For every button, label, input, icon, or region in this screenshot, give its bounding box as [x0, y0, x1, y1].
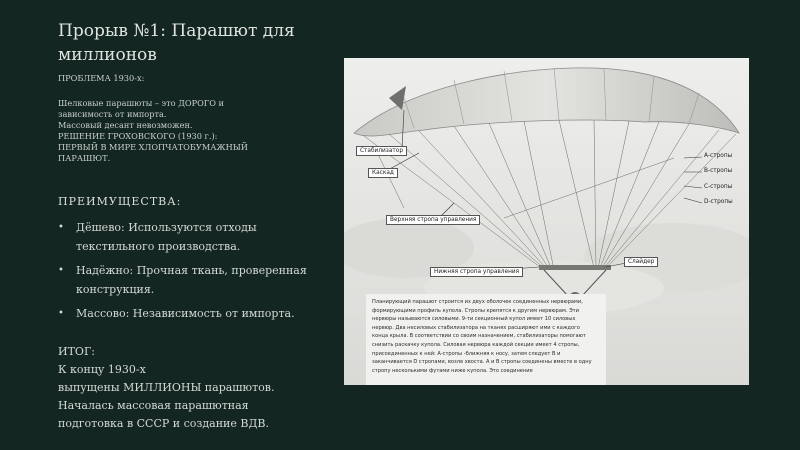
problem-heading: ПРОБЛЕМА 1930-х:	[58, 73, 145, 83]
diagram-caption: Планирующий парашют строится из двух оболочек соединенных нервюрами, формирующими профиль купола. Стропы крепятся к другим нервюрам. Эти нервюры называются силовыми. 9-ти секционный купол имеет 10 силовых нервюр. Два несиловых стабилизатора на тканях расширяют ими с каждого конца крыла. В соответствии со своим назначением, стабилизаторы помогают снизить раскачку купола. Силовая нервюра каждой секции имеет 4 стропы, присоединенных к ней: А-стропы -ближняя к носу, затем следует В и заканчивается D стропами, возле хвоста. А и В стропы соединены вместе в одну стропу несколькими футами ниже купола. Это соединение	[372, 299, 592, 374]
advantage-text: Надёжно: Прочная ткань, проверенная конструкция.	[76, 264, 307, 296]
result-line: К концу 1930-х	[58, 363, 146, 376]
result-line: подготовка в СССР и создание ВДВ.	[58, 417, 269, 430]
problem-line: зависимость от импорта.	[58, 109, 167, 119]
bullet-icon: •	[58, 265, 64, 276]
result-line: выпущены МИЛЛИОНЫ парашютов.	[58, 381, 275, 394]
problem-line: ПАРАШЮТ.	[58, 153, 111, 163]
label-slider: Слайдер	[624, 257, 658, 267]
parachute-diagram-image	[344, 58, 749, 385]
label-upper-control-line: Верхняя стропа управления	[386, 215, 480, 225]
label-stabilizer: Стабилизатор	[356, 146, 407, 156]
bullet-icon: •	[58, 308, 64, 319]
slide-title	[58, 19, 328, 67]
problem-line: Массовый десант невозможен.	[58, 120, 193, 130]
advantages-list	[58, 218, 318, 328]
title-line-2: миллионов	[58, 45, 157, 66]
problem-line: Шелковые парашюты – это ДОРОГО и	[58, 98, 224, 108]
problem-text	[58, 98, 298, 164]
result-block	[58, 343, 348, 433]
label-lower-control-line: Нижняя стропа управления	[430, 267, 523, 277]
advantage-text: Массово: Независимость от импорта.	[76, 307, 295, 320]
slider-bar	[539, 265, 611, 270]
label-c-lines: С-стропы	[704, 184, 733, 190]
bullet-icon: •	[58, 222, 64, 233]
label-a-lines: А-стропы	[704, 153, 733, 159]
label-d-lines: D-стропы	[704, 199, 733, 205]
advantage-text: Дёшево: Используются отходы текстильного производства.	[76, 221, 257, 253]
advantages-heading: ПРЕИМУЩЕСТВА:	[58, 195, 182, 208]
problem-line: РЕШЕНИЕ ГРОХОВСКОГО (1930 г.):	[58, 131, 218, 141]
advantage-item	[58, 261, 318, 299]
label-cascade: Каскад	[368, 168, 398, 178]
label-b-lines: В-стропы	[704, 168, 733, 174]
advantage-item	[58, 304, 318, 323]
result-line: Началась массовая парашютная	[58, 399, 249, 412]
result-heading: ИТОГ:	[58, 345, 95, 358]
advantage-item	[58, 218, 318, 256]
problem-line: ПЕРВЫЙ В МИРЕ ХЛОПЧАТОБУМАЖНЫЙ	[58, 142, 248, 152]
title-line-1: Прорыв №1: Парашют для	[58, 21, 295, 42]
